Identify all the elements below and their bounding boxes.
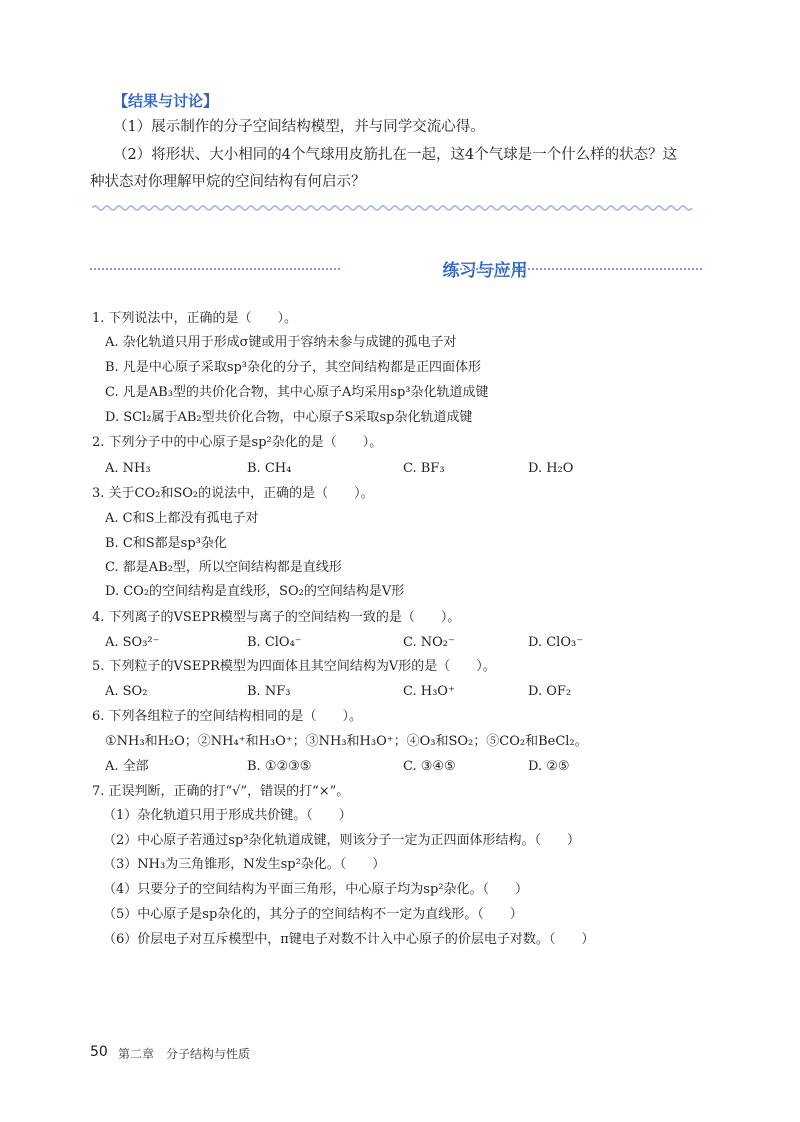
q4-option-a: A. SO₃²⁻ [105, 635, 160, 650]
q7-item-4: （4）只要分子的空间结构为平面三角形，中心原子均为sp²杂化。（ ） [103, 882, 528, 897]
question-2: 2. 下列分子中的中心原子是sp²杂化的是（ ）。 [92, 435, 383, 450]
discussion-paragraph-2-line-1: （2）将形状、大小相同的4个气球用皮筋扎在一起，这4个气球是一个什么样的状态？这 [113, 147, 678, 163]
q7-item-2: （2）中心原子若通过sp³杂化轨道成键，则该分子一定为正四面体形结构。（ ） [103, 833, 580, 848]
q1-option-d: D. SCl₂属于AB₂型共价化合物，中心原子S采取sp杂化轨道成键 [105, 410, 473, 425]
q7-item-3: （3）NH₃为三角锥形，N发生sp²杂化。（ ） [103, 857, 386, 872]
q3-option-c: C. 都是AB₂型，所以空间结构都是直线形 [105, 560, 342, 575]
question-6: 6. 下列各组粒子的空间结构相同的是（ ）。 [92, 709, 363, 724]
dotted-rule-left [90, 268, 340, 270]
q5-option-a: A. SO₂ [105, 684, 148, 699]
discussion-paragraph-1: （1）展示制作的分子空间结构模型，并与同学交流心得。 [113, 119, 485, 135]
question-1: 1. 下列说法中，正确的是（ ）。 [92, 311, 298, 326]
q6-option-a: A. 全部 [105, 759, 149, 774]
question-4: 4. 下列离子的VSEPR模型与离子的空间结构一致的是（ ）。 [92, 610, 461, 625]
q5-option-b: B. NF₃ [247, 684, 291, 699]
section-header [90, 256, 702, 282]
q5-option-d: D. OF₂ [528, 684, 572, 699]
chapter-title: 第二章 分子结构与性质 [118, 1047, 251, 1061]
q4-option-c: C. NO₂⁻ [403, 635, 455, 650]
q6-option-d: D. ②⑤ [528, 759, 570, 774]
question-7: 7. 正误判断，正确的打“√”，错误的打“×”。 [92, 784, 350, 799]
q6-groups: ①NH₃和H₂O；②NH₄⁺和H₃O⁺；③NH₃和H₃O⁺；④O₃和SO₂；⑤CO₂和BeCl₂。 [105, 734, 588, 749]
q7-item-5: （5）中心原子是sp杂化的，其分子的空间结构不一定为直线形。（ ） [103, 907, 523, 922]
q7-item-1: （1）杂化轨道只用于形成共价键。（ ） [103, 808, 352, 823]
section-title: 练习与应用 [442, 261, 528, 281]
q1-option-b: B. 凡是中心原子采取sp³杂化的分子，其空间结构都是正四面体形 [105, 360, 482, 375]
wavy-divider [92, 203, 704, 213]
q3-option-a: A. C和S上都没有孤电子对 [105, 511, 259, 526]
page-number: 50 [90, 1044, 108, 1060]
discussion-heading: 【结果与讨论】 [113, 92, 219, 110]
q5-option-c: C. H₃O⁺ [403, 684, 455, 699]
q1-option-a: A. 杂化轨道只用于形成σ键或用于容纳未参与成键的孤电子对 [105, 335, 457, 350]
q4-option-d: D. ClO₃⁻ [528, 635, 584, 650]
q3-option-d: D. CO₂的空间结构是直线形，SO₂的空间结构是V形 [105, 584, 405, 599]
q2-option-b: B. CH₄ [247, 461, 292, 476]
q1-option-c: C. 凡是AB₃型的共价化合物，其中心原子A均采用sp³杂化轨道成键 [105, 385, 489, 400]
question-5: 5. 下列粒子的VSEPR模型为四面体且其空间结构为V形的是（ ）。 [92, 659, 496, 674]
discussion-paragraph-2-line-2: 种状态对你理解甲烷的空间结构有何启示？ [90, 174, 366, 190]
q6-option-b: B. ①②③⑤ [247, 759, 312, 774]
q2-option-d: D. H₂O [528, 461, 574, 476]
q6-option-c: C. ③④⑤ [403, 759, 456, 774]
q7-item-6: （6）价层电子对互斥模型中，π键电子对数不计入中心原子的价层电子对数。（ ） [103, 932, 595, 947]
question-3: 3. 关于CO₂和SO₂的说法中，正确的是（ ）。 [92, 486, 374, 501]
dotted-rule-right [452, 268, 702, 270]
q2-option-a: A. NH₃ [105, 461, 151, 476]
q2-option-c: C. BF₃ [403, 461, 445, 476]
q4-option-b: B. ClO₄⁻ [247, 635, 302, 650]
q3-option-b: B. C和S都是sp³杂化 [105, 536, 227, 551]
